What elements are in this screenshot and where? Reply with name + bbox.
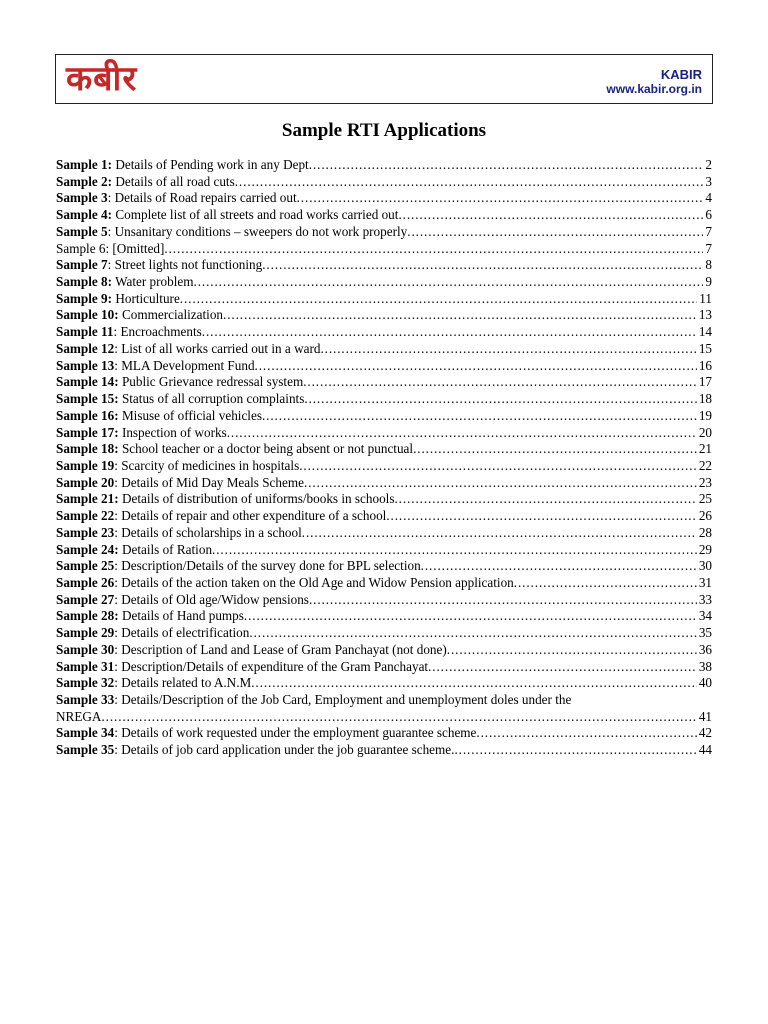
toc-entry-title: Status of all corruption complaints [118,391,305,407]
toc-entry-title: : Encroachments [113,324,202,340]
toc-sample-label: Sample 11 [56,324,114,340]
toc-entry[interactable] [56,341,712,358]
toc-entry-text [56,291,180,308]
toc-entry-text [56,675,251,692]
toc-page-number: 2 [705,157,712,172]
toc-entry-title: Sample 6: [Omitted] [56,240,165,256]
org-name: KABIR [660,67,702,82]
dot-leader [255,358,697,375]
dot-leader [320,341,696,358]
toc-entry[interactable] [56,625,712,642]
toc-entry-text [56,408,262,425]
toc-sample-label: Sample 34 [56,725,115,741]
toc-entry-text [56,525,302,542]
toc-sample-label: Sample 17: [56,424,119,440]
toc-entry-text [56,374,303,391]
toc-entry[interactable] [56,207,712,224]
toc-entry-title: Misuse of official vehicles [118,407,262,423]
toc-entry-text [56,241,164,258]
toc-sample-label: Sample 1: [56,157,113,172]
toc-entry-title: : Description/Details of expenditure of the Gram Panchayat [114,658,429,674]
toc-entry[interactable] [56,324,712,341]
toc-entry-title: : Details of work requested under the employment guarantee scheme [114,725,477,741]
toc-page-number: 3 [705,173,712,189]
toc-sample-label: Sample 22 [56,508,115,524]
page-title: Sample RTI Applications [281,120,487,141]
toc-entry-title: Details of distribution of uniforms/books in schools [118,491,395,507]
toc-entry[interactable] [56,174,712,191]
org-info [606,67,702,97]
toc-entry-text [56,709,101,726]
toc-entry-text [56,491,394,508]
toc-entry-text [56,224,407,241]
toc-entry-title: : MLA Development Fund [114,357,255,373]
toc-page-number: 7 [705,223,712,239]
toc-sample-label: Sample 20 [56,474,115,490]
toc-page-number: 11 [699,290,712,306]
toc-entry-title: : Details of job card application under the job guarantee scheme. [114,742,455,758]
toc-entry-text [56,341,320,358]
toc-entry[interactable] [56,575,712,592]
toc-entry[interactable] [56,542,712,559]
toc-entry-text [56,358,255,375]
dot-leader [514,575,697,592]
toc-page-number: 40 [698,675,712,691]
dot-leader [249,625,696,642]
toc-sample-label: Sample 26 [56,574,115,590]
toc-sample-label: Sample 31 [56,658,115,674]
toc-entry-title: : Details of Mid Day Meals Scheme [114,474,304,490]
toc-entry-text [56,174,235,191]
toc-entry-text [56,558,421,575]
toc-sample-label: Sample 15: [56,391,119,407]
toc-entry-text [56,391,304,408]
toc-entry-title: : Unsanitary conditions – sweepers do not work properly [107,223,408,239]
toc-entry-title: : Details of Road repairs carried out [107,190,297,206]
toc-page-number: 22 [698,457,712,473]
toc-entry-text [56,190,297,207]
toc-entry-title: : Description/Details of the survey done for BPL selection [114,558,421,574]
toc-sample-label: Sample 32 [56,675,115,691]
dot-leader [407,224,703,241]
toc-page-number: 25 [698,491,712,507]
toc-entry-title: Commercialization [118,307,224,323]
dot-leader [164,241,703,258]
toc-entry-text [56,692,571,709]
toc-entry-text [56,157,309,174]
toc-entry-text [56,542,212,559]
toc-entry[interactable] [56,391,712,408]
dot-leader [235,174,704,191]
toc-entry-title: NREGA [56,708,102,724]
toc-entry-text [56,642,447,659]
toc-entry-title: Details of all road cuts [112,173,235,189]
toc-sample-label: Sample 14: [56,374,119,390]
toc-entry[interactable] [56,458,712,475]
toc-page-number: 7 [705,240,712,256]
toc-entry[interactable] [56,257,712,274]
toc-entry[interactable] [56,709,712,726]
toc-entry[interactable] [56,374,712,391]
toc-page-number: 21 [698,441,712,457]
toc-entry[interactable] [56,642,712,659]
toc-entry-title: : Details of electrification [114,625,250,641]
toc-page-number: 42 [698,725,712,741]
toc-sample-label: Sample 28: [56,608,119,624]
toc-entry-text [56,475,304,492]
toc-page-number: 35 [698,625,712,641]
toc-entry[interactable] [56,525,712,542]
toc-page-number: 36 [698,641,712,657]
toc-entry[interactable] [56,425,712,442]
dot-leader [212,542,697,559]
toc-entry-title: : Details related to A.N.M [114,675,252,691]
toc-page-number: 28 [698,524,712,540]
toc-entry-text [56,742,454,759]
toc-sample-label: Sample 30 [56,641,115,657]
dot-leader [194,274,704,291]
toc-page-number: 30 [698,558,712,574]
dot-leader [309,592,697,609]
dot-leader [262,257,703,274]
toc-page-number: 33 [698,591,712,607]
toc-sample-label: Sample 5 [56,223,108,239]
dot-leader [454,742,696,759]
toc-entry-title: : Street lights not functioning [107,257,263,273]
toc-entry-title: Horticulture [112,290,180,306]
toc-entry-title: School teacher or a doctor being absent or not punctual [118,441,414,457]
toc-entry-title: Complete list of all streets and road works carried out [112,207,399,223]
toc-sample-label: Sample 2: [56,173,113,189]
toc-page-number: 23 [698,474,712,490]
toc-entry-title: : Details of the action taken on the Old Age and Widow Pension application [114,574,514,590]
toc-page-number: 13 [698,307,712,323]
toc-page-number: 19 [698,407,712,423]
toc-entry-title: Details of Ration [118,541,213,557]
toc-entry[interactable] [56,508,712,525]
toc-sample-label: Sample 9: [56,290,113,306]
toc-entry-title: : Details of scholarships in a school [114,524,302,540]
toc-entry[interactable] [56,157,712,174]
toc-sample-label: Sample 16: [56,407,119,423]
toc-sample-label: Sample 7 [56,257,108,273]
toc-entry-text [56,458,299,475]
toc-entry[interactable] [56,608,712,625]
toc-sample-label: Sample 3 [56,190,108,206]
toc-page-number: 34 [698,608,712,624]
toc-entry[interactable] [56,441,712,458]
toc-entry[interactable] [56,475,712,492]
toc-page-number: 15 [698,340,712,356]
toc-entry-text [56,625,249,642]
toc-sample-label: Sample 35 [56,742,115,758]
dot-leader [398,207,703,224]
table-of-contents [56,157,712,759]
kabir-logo: कबीर [66,59,138,99]
dot-leader [251,675,697,692]
toc-page-number: 4 [705,190,712,206]
toc-page-number: 38 [698,658,712,674]
toc-entry-text [56,608,244,625]
toc-entry-text [56,324,202,341]
toc-entry-text [56,207,398,224]
toc-entry-title: Details of Hand pumps [118,608,244,624]
toc-entry-title: : Details of Old age/Widow pensions [114,591,309,607]
toc-entry-text [56,659,428,676]
toc-entry[interactable] [56,742,712,759]
dot-leader [297,190,704,207]
toc-entry-text [56,441,413,458]
toc-page-number: 17 [698,374,712,390]
toc-page-number: 26 [698,508,712,524]
toc-page-number: 44 [698,742,712,758]
toc-sample-label: Sample 4: [56,207,113,223]
toc-entry-title: : Description of Land and Lease of Gram Panchayat (not done) [114,641,447,657]
toc-sample-label: Sample 29 [56,625,115,641]
toc-entry-text [56,307,223,324]
toc-sample-label: Sample 10: [56,307,119,323]
toc-entry[interactable] [56,725,712,742]
toc-page-number: 8 [705,257,712,273]
dot-leader [421,558,697,575]
dot-leader [202,324,697,341]
toc-entry[interactable] [56,241,712,258]
toc-sample-label: Sample 24: [56,541,119,557]
toc-page-number: 31 [698,574,712,590]
toc-entry-title: Water problem [112,274,194,290]
dot-leader [223,307,697,324]
toc-entry[interactable] [56,274,712,291]
toc-entry[interactable] [56,659,712,676]
toc-entry[interactable] [56,408,712,425]
toc-sample-label: Sample 13 [56,357,115,373]
dot-leader [413,441,697,458]
toc-entry-title: Details of Pending work in any Dept [112,157,309,172]
dot-leader [394,491,696,508]
dot-leader [428,659,697,676]
toc-entry-text [56,425,227,442]
toc-page-number: 16 [698,357,712,373]
toc-page-number: 9 [705,274,712,290]
dot-leader [302,525,697,542]
dot-leader [101,709,696,726]
dot-leader [304,391,696,408]
toc-entry[interactable] [56,291,712,308]
dot-leader [180,291,698,308]
toc-sample-label: Sample 8: [56,274,113,290]
toc-entry[interactable] [56,358,712,375]
dot-leader [262,408,697,425]
toc-entry-title: : Details of repair and other expenditure of a school [114,508,387,524]
dot-leader [244,608,697,625]
toc-sample-label: Sample 33 [56,692,115,707]
toc-sample-label: Sample 18: [56,441,119,457]
toc-entry-text [56,575,514,592]
toc-page-number: 14 [698,324,712,340]
toc-entry-title: : Scarcity of medicines in hospitals [114,457,300,473]
toc-sample-label: Sample 12 [56,340,115,356]
org-url[interactable]: www.kabir.org.in [606,82,702,96]
toc-entry[interactable] [56,224,712,241]
toc-sample-label: Sample 25 [56,558,115,574]
toc-sample-label: Sample 23 [56,524,115,540]
toc-entry-text [56,508,386,525]
toc-entry-title: : Details/Description of the Job Card, Employment and unemployment doles under the [114,692,572,707]
dot-leader [304,475,697,492]
dot-leader [386,508,696,525]
toc-entry-text [56,274,194,291]
header-banner [55,54,713,104]
toc-page-number: 29 [698,541,712,557]
toc-entry[interactable] [56,592,712,609]
toc-entry-title: Public Grievance redressal system [118,374,304,390]
dot-leader [447,642,697,659]
toc-entry[interactable] [56,558,712,575]
toc-entry-text [56,257,262,274]
toc-entry-text [56,725,476,742]
toc-entry[interactable] [56,190,712,207]
toc-entry[interactable] [56,692,712,709]
toc-page-number: 41 [698,708,712,724]
toc-entry[interactable] [56,675,712,692]
toc-page-number: 20 [698,424,712,440]
toc-sample-label: Sample 21: [56,491,119,507]
toc-sample-label: Sample 19 [56,457,115,473]
toc-entry[interactable] [56,491,712,508]
dot-leader [303,374,697,391]
toc-entry-title: : List of all works carried out in a ward [114,340,321,356]
toc-entry[interactable] [56,307,712,324]
toc-page-number: 18 [698,391,712,407]
toc-page-number: 6 [705,207,712,223]
dot-leader [227,425,697,442]
toc-entry-text [56,592,309,609]
toc-entry-title: Inspection of works [118,424,227,440]
dot-leader [299,458,697,475]
dot-leader [476,725,696,742]
dot-leader [309,157,704,174]
toc-sample-label: Sample 27 [56,591,115,607]
